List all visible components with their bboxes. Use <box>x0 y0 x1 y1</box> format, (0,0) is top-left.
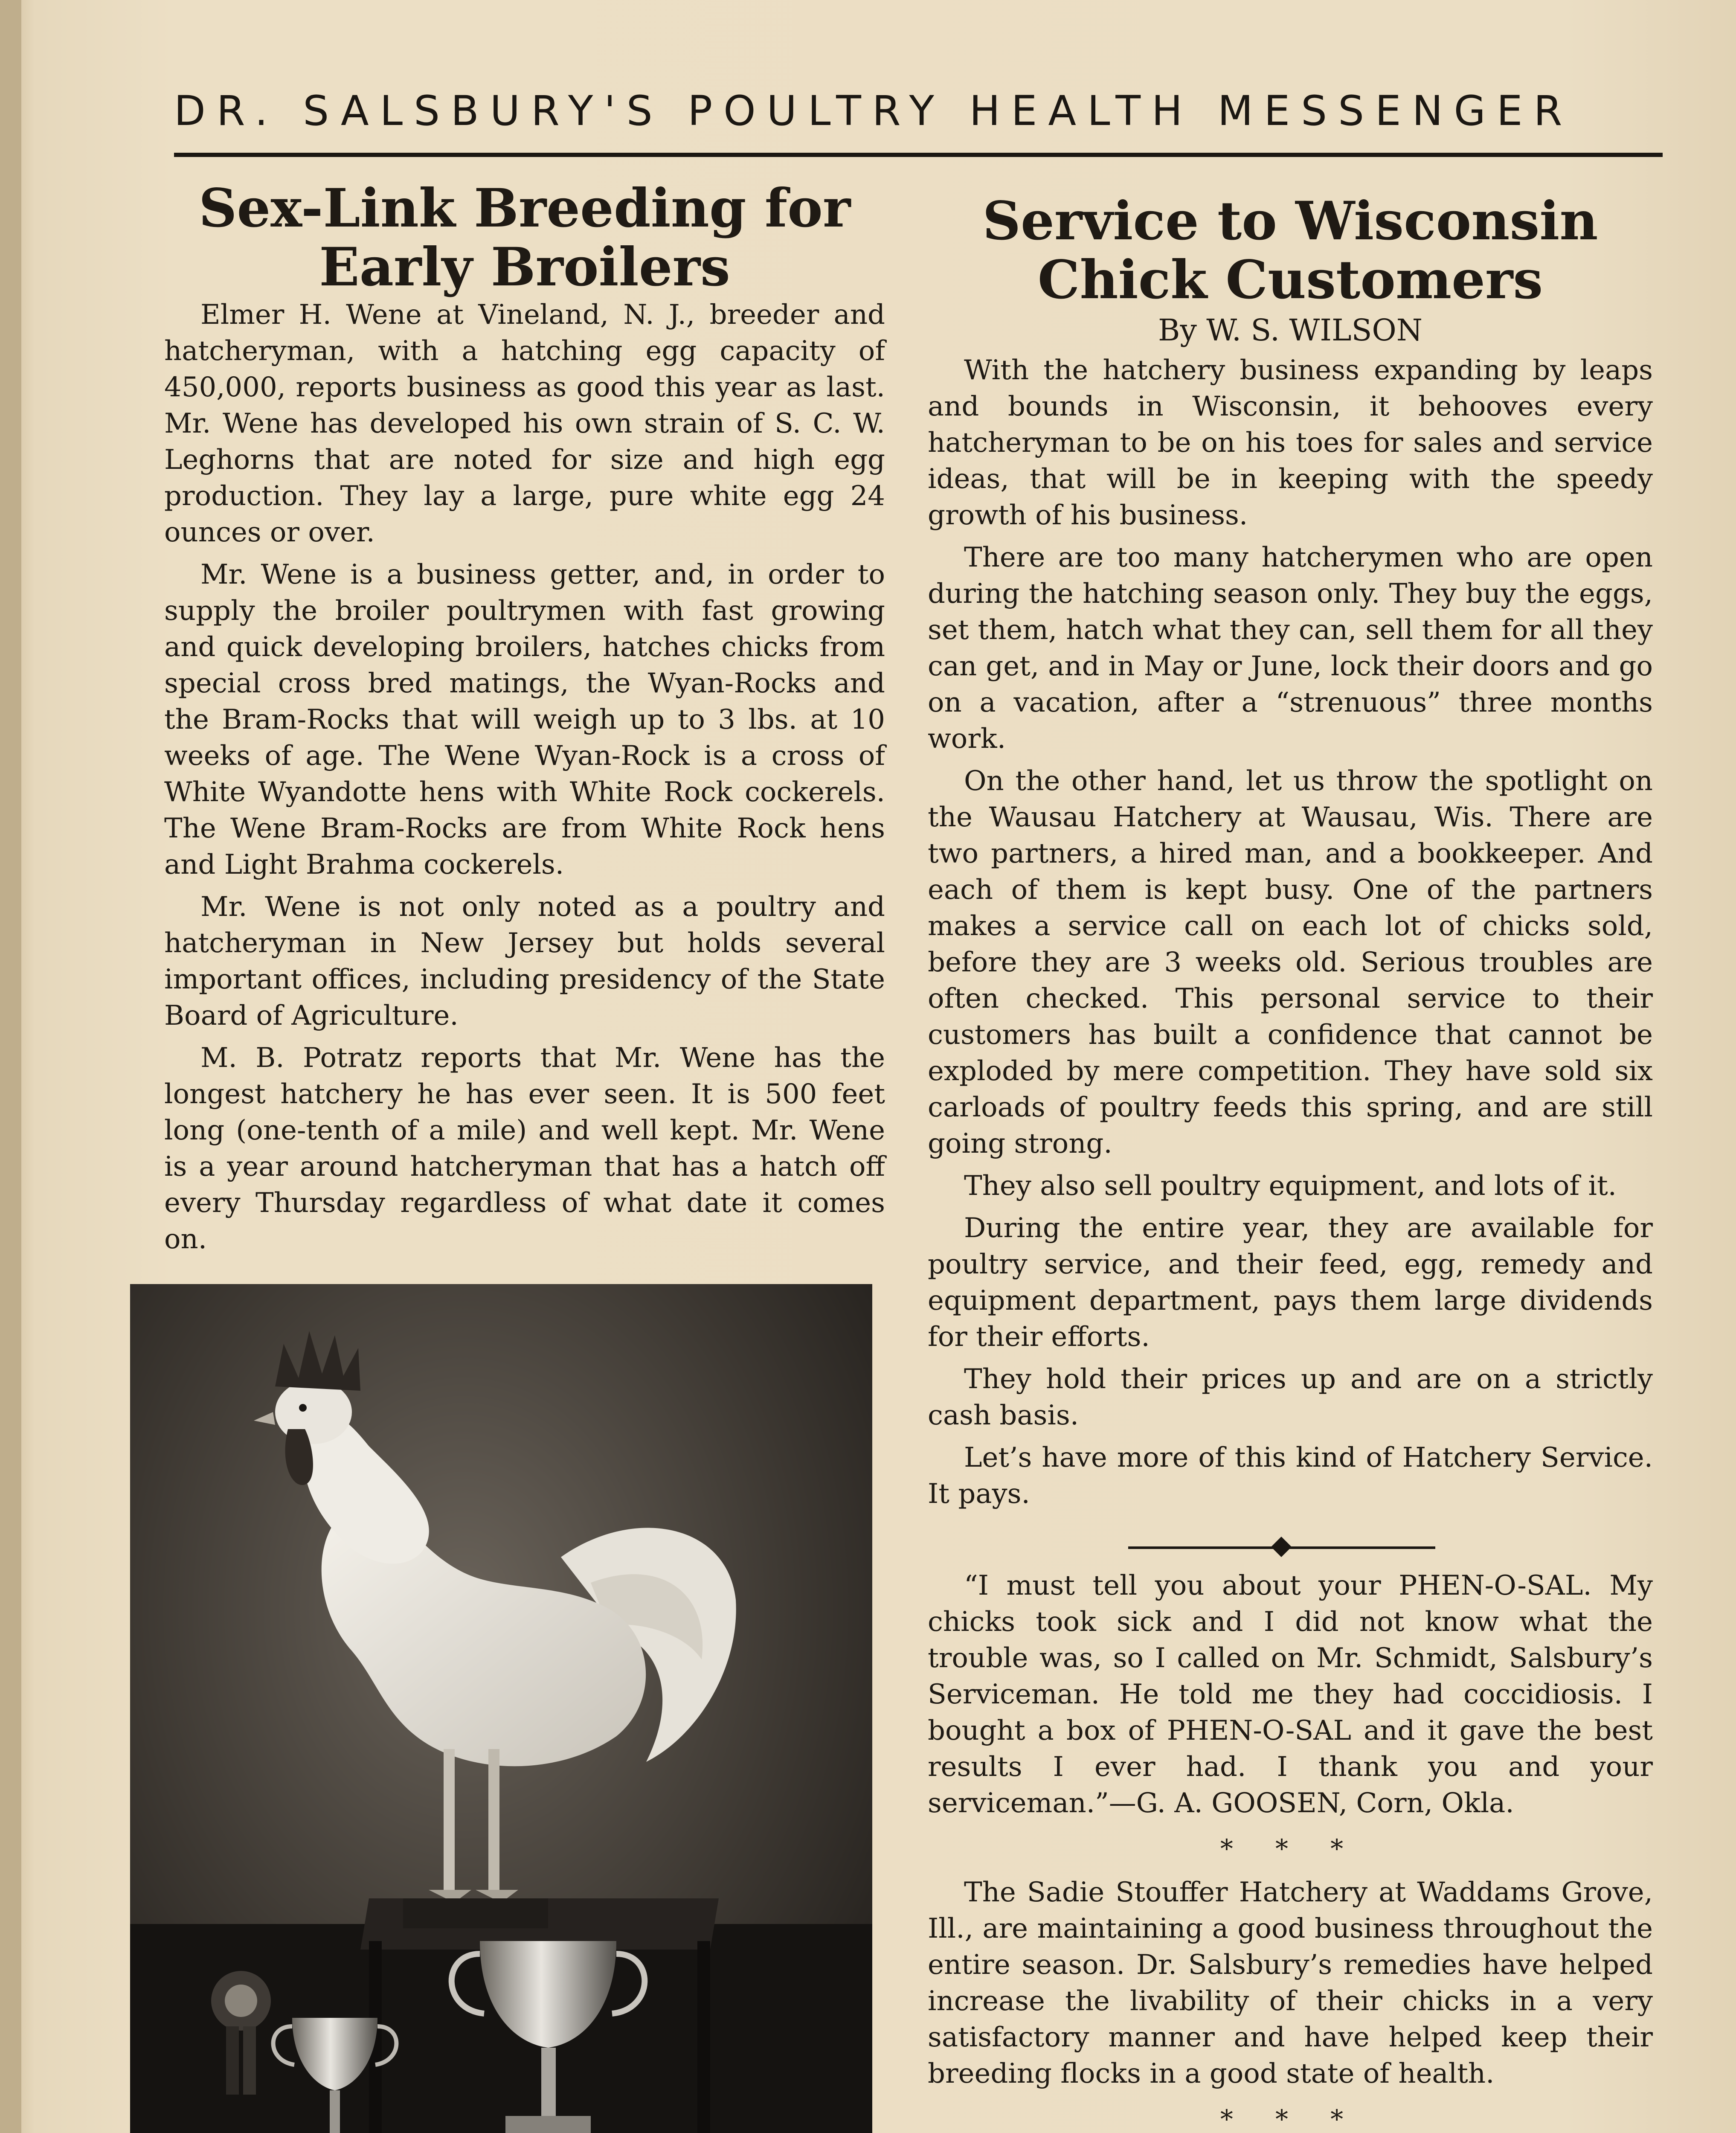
divider-diamond <box>1271 1537 1292 1557</box>
right-paragraph-6: They hold their prices up and are on a strictly cash basis. <box>928 1363 1653 1431</box>
binding-edge <box>0 0 21 2133</box>
right-column <box>928 192 1653 2133</box>
stouffer-paragraph: The Sadie Stouffer Hatchery at Waddams Grove, Ill., are maintaining a good business throughout the entire season. Dr. Salsbury’s remedies have helped increase the livability of their chicks in a very satisfactory manner and have helped keep their breeding flocks in a good state of health. <box>928 1877 1653 2089</box>
masthead: DR. SALSBURY'S POULTRY HEALTH MESSENGER <box>174 87 1573 135</box>
rooster-photo <box>130 1284 872 2133</box>
right-paragraph-1: With the hatchery business expanding by leaps and bounds in Wisconsin, it behooves every hatcheryman to be on his toes for sales and service ideas, that will be in keeping with the speedy growth of his business. <box>928 355 1653 531</box>
left-headline: Sex-Link Breeding for Early Broilers <box>198 177 851 298</box>
right-paragraph-7: Let’s have more of this kind of Hatchery Service. It pays. <box>928 1442 1653 1510</box>
left-paragraph-1: Elmer H. Wene at Vineland, N. J., breeder and hatcheryman, with a hatching egg capacity of 450,000, reports business as good this year as last. Mr. Wene has developed his own strain of S. C. W. Leghorns that are noted for size and high egg production. They lay a large, pure white egg 24 ounces or over. <box>164 299 885 548</box>
right-paragraph-3: On the other hand, let us throw the spotlight on the Wausau Hatchery at Wausau, Wis. There are two partners, a hired man, and a bookkeeper. And each of them is kept busy. One of the partners makes a service call on each lot of chicks sold, before they are 3 weeks old. Serious troubles are often checked. This personal service to their customers has built a confidence that cannot be exploded by mere competition. They have sold six carloads of poultry feeds this spring, and are still going strong. <box>928 765 1653 1159</box>
left-paragraph-2: Mr. Wene is a business getter, and, in order to supply the broiler poultrymen with fast growing and quick developing broilers, hatches chicks from special cross bred matings, the Wyan-Rocks and the Bram-Rocks that will weigh up to 3 lbs. at 10 weeks of age. The Wene Wyan-Rock is a cross of White Wyandotte hens with White Rock cockerels. The Wene Bram-Rocks are from White Rock hens and Light Brahma cockerels. <box>164 559 885 881</box>
separator-stars-2: * * * <box>1220 2104 1361 2133</box>
rooster-photo-drawing <box>130 1284 872 2133</box>
right-paragraph-5: During the entire year, they are available for poultry service, and their feed, egg, remedy and equipment department, pays them large dividends for their efforts. <box>928 1212 1653 1353</box>
right-paragraph-4: They also sell poultry equipment, and lots of it. <box>964 1170 1617 1202</box>
right-headline: Service to Wisconsin Chick Customers <box>982 190 1598 311</box>
left-paragraph-3: Mr. Wene is not only noted as a poultry and hatcheryman in New Jersey but holds several important offices, including presidency of the State Board of Agriculture. <box>164 891 885 1032</box>
right-byline: By W. S. WILSON <box>1158 313 1423 348</box>
left-column <box>164 179 885 1264</box>
separator-stars-1: * * * <box>1220 1834 1361 1864</box>
masthead-rule <box>174 153 1663 157</box>
left-paragraph-4: M. B. Potratz reports that Mr. Wene has the longest hatchery he has ever seen. It is 500 feet long (one-tenth of a mile) and well kept. Mr. Wene is a year around hatcheryman that has a hatch off every Thursday regardless of what date it comes on. <box>164 1042 885 1255</box>
testimonial-paragraph: “I must tell you about your PHEN-O-SAL. My chicks took sick and I did not know what the trouble was, so I called on Mr. Schmidt, Salsbury’s Serviceman. He told me they had coccidiosis. I bought a box of PHEN-O-SAL and it gave the best results I ever had. I thank you and your serviceman.”—G. A. GOOSEN, Corn, Okla. <box>928 1570 1653 1819</box>
ornamental-divider <box>928 1521 1653 1568</box>
right-paragraph-2: There are too many hatcherymen who are open during the hatching season only. They buy the eggs, set them, hatch what they can, sell them for all they can get, and in May or June, lock their doors and go on a vacation, after a “strenuous” three months work. <box>928 542 1653 755</box>
